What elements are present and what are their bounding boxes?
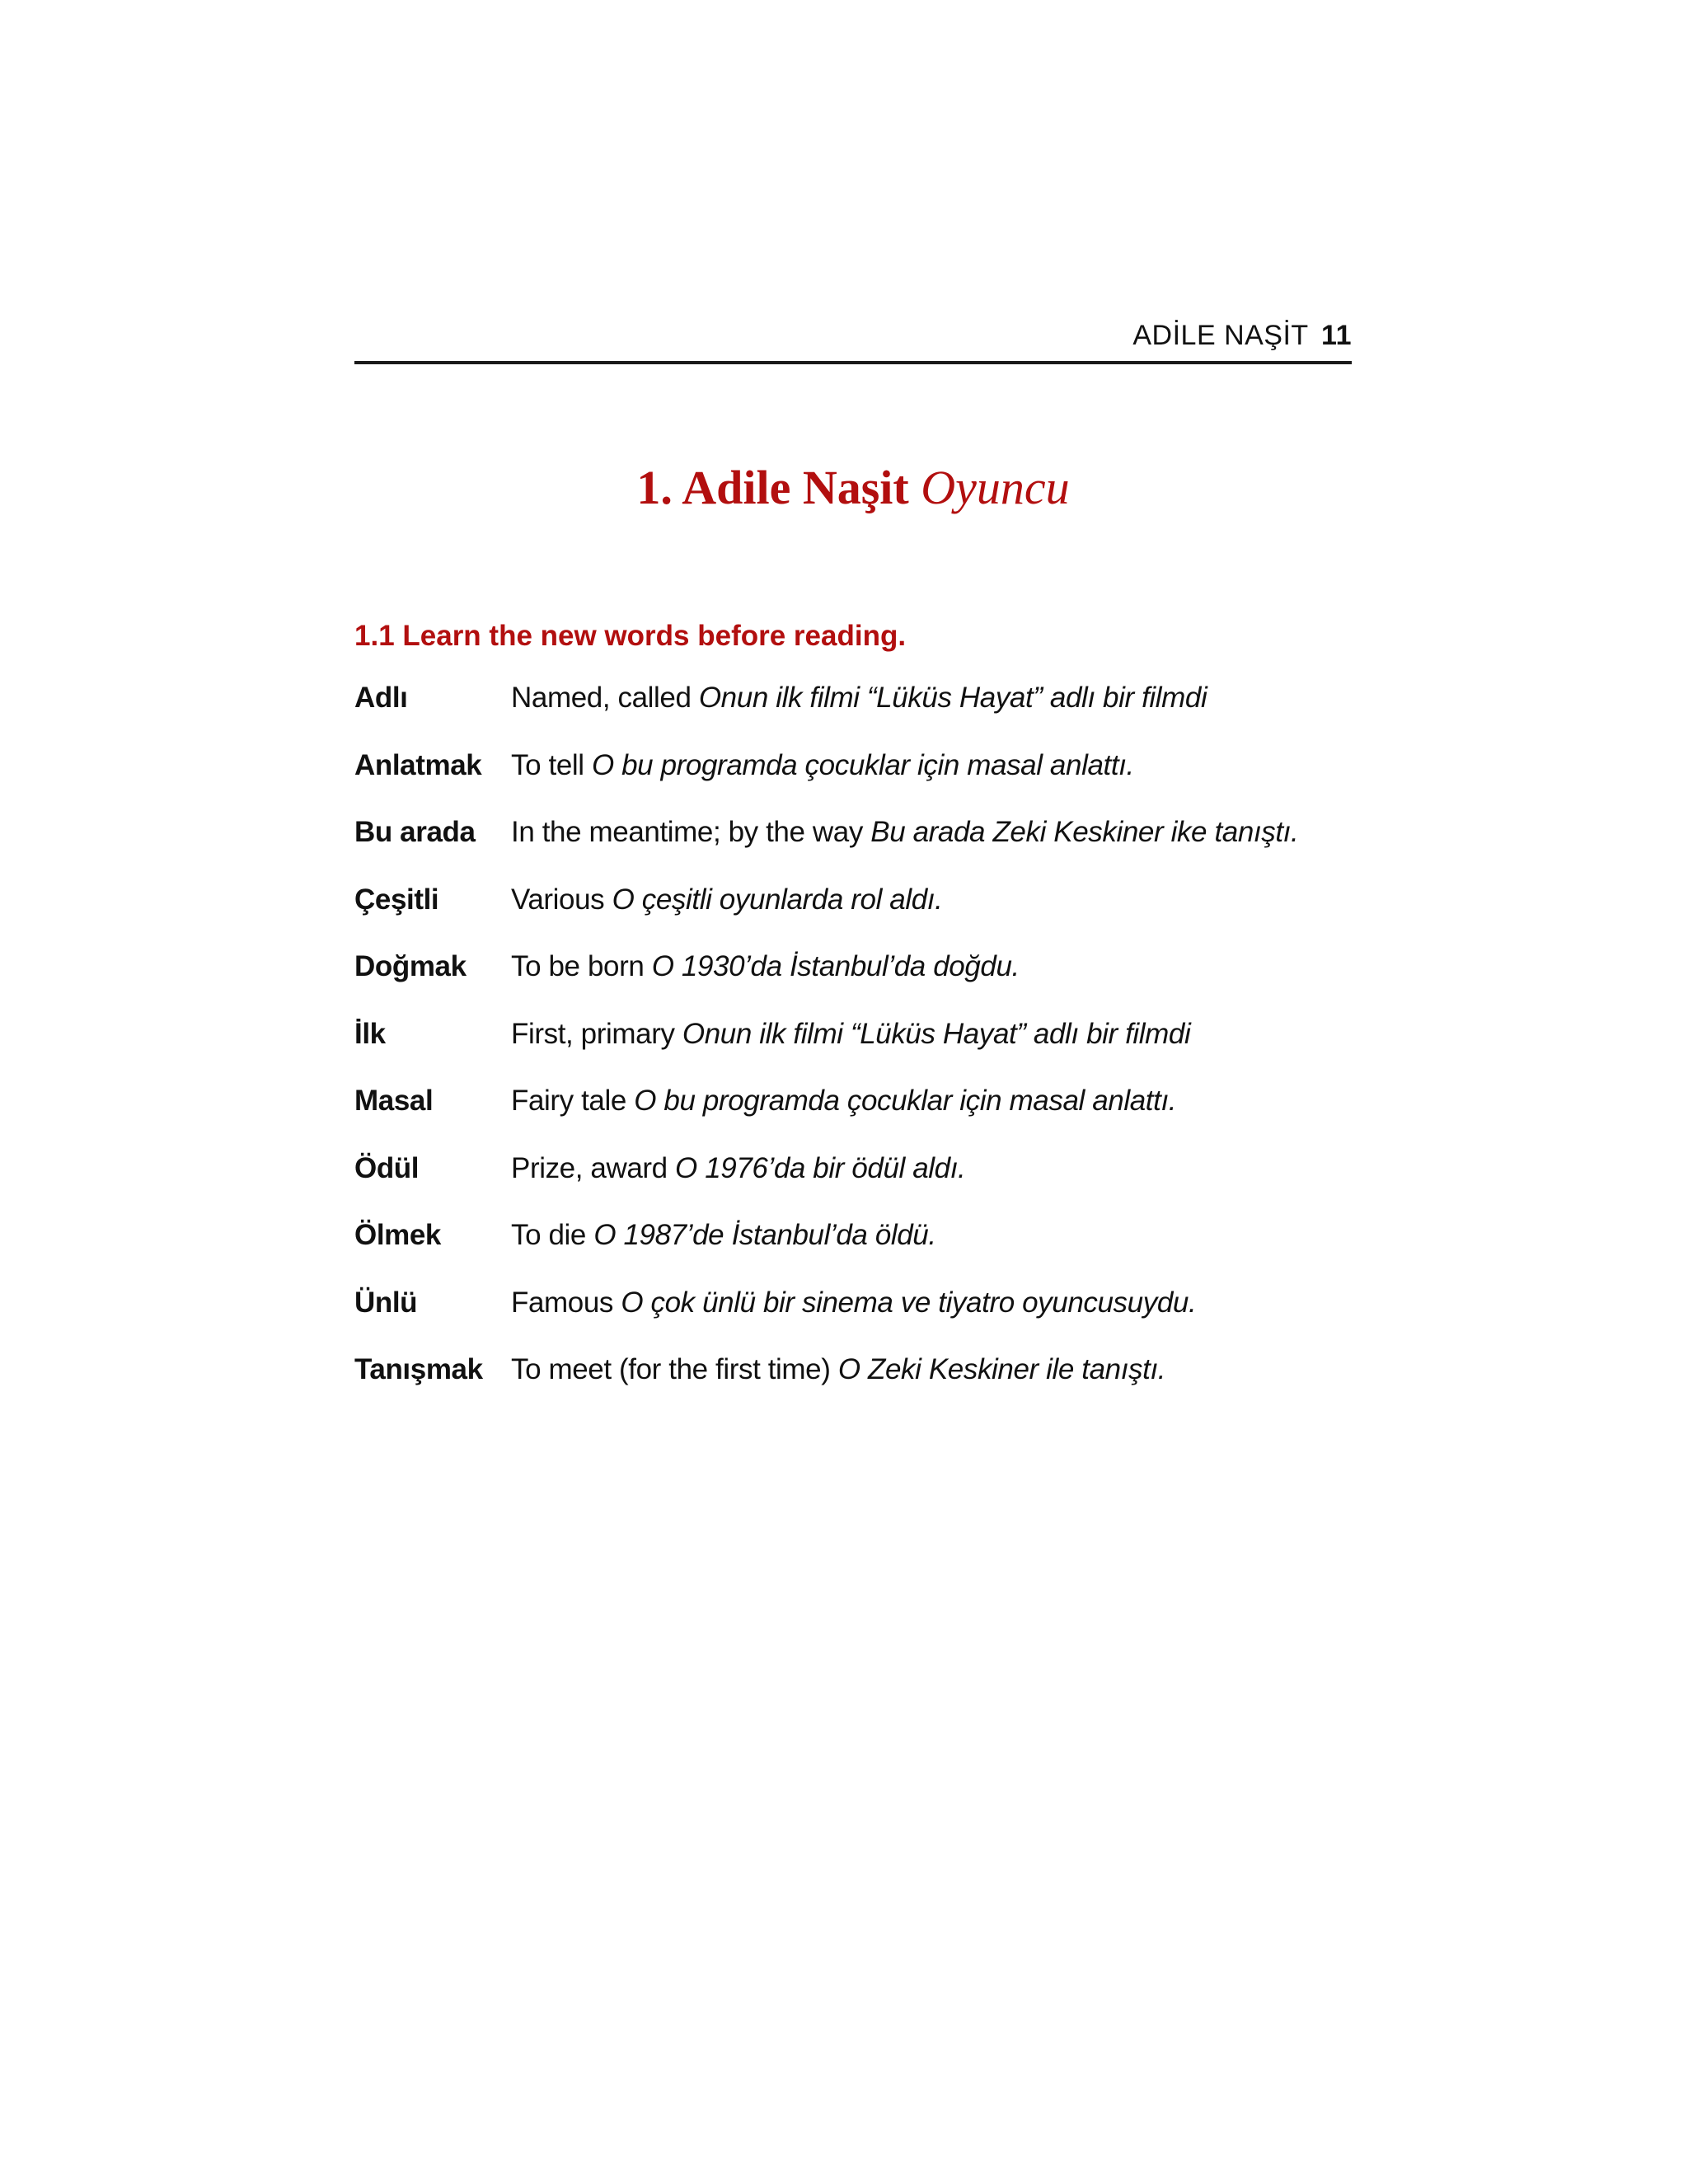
- vocab-definition: [511, 816, 1298, 849]
- definition-text: Named, called: [511, 682, 692, 714]
- vocab-row: [354, 1085, 1376, 1152]
- vocab-row: [354, 1219, 1376, 1286]
- example-sentence: Onun ilk filmi “Lüküs Hayat” adlı bir filmdi: [682, 1017, 1191, 1050]
- example-sentence: Onun ilk filmi “Lüküs Hayat” adlı bir filmdi: [698, 682, 1207, 714]
- vocab-row: [354, 1152, 1376, 1220]
- vocab-term: Ünlü: [354, 1286, 418, 1319]
- definition-text: Fairy tale: [511, 1085, 626, 1117]
- vocab-term: Anlatmak: [354, 748, 482, 781]
- vocab-row: [354, 682, 1376, 749]
- chapter-title-main: 1. Adile Naşit: [636, 461, 909, 514]
- vocab-definition: [511, 682, 1207, 715]
- running-title: ADİLE NAŞİT: [1132, 320, 1309, 351]
- vocab-term: Doğmak: [354, 950, 467, 982]
- example-sentence: O çeşitli oyunlarda rol aldı.: [612, 883, 943, 916]
- vocab-term: Tanışmak: [354, 1353, 483, 1385]
- example-sentence: O 1930’da İstanbul’da doğdu.: [651, 950, 1020, 982]
- definition-text: Prize, award: [511, 1151, 668, 1184]
- running-header: [354, 320, 1352, 352]
- definition-text: First, primary: [511, 1017, 675, 1050]
- definition-text: To meet (for the first time): [511, 1353, 831, 1385]
- chapter-title: [354, 460, 1352, 515]
- vocab-term: Adlı: [354, 682, 408, 714]
- vocab-row: [354, 950, 1376, 1018]
- example-sentence: O Zeki Keskiner ile tanıştı.: [837, 1353, 1166, 1385]
- example-sentence: O bu programda çocuklar için masal anlattı.: [591, 748, 1134, 781]
- vocabulary-list: [354, 682, 1376, 1421]
- vocab-term: Masal: [354, 1085, 434, 1117]
- vocab-row: [354, 883, 1376, 951]
- vocab-definition: [511, 1286, 1196, 1319]
- example-sentence: Bu arada Zeki Keskiner ike tanıştı.: [870, 816, 1299, 848]
- vocab-definition: [511, 1353, 1165, 1386]
- definition-text: Famous: [511, 1286, 614, 1319]
- header-rule: [354, 361, 1352, 364]
- vocab-term: İlk: [354, 1017, 386, 1050]
- vocab-row: [354, 1353, 1376, 1421]
- example-sentence: O 1987’de İstanbul’da öldü.: [593, 1219, 936, 1251]
- vocab-term: Bu arada: [354, 816, 476, 848]
- definition-text: To die: [511, 1219, 586, 1251]
- vocab-term: Çeşitli: [354, 883, 439, 916]
- vocab-term: Ölmek: [354, 1219, 441, 1251]
- vocab-definition: [511, 1219, 936, 1252]
- chapter-title-subtitle: Oyuncu: [921, 461, 1070, 514]
- definition-text: To be born: [511, 950, 645, 982]
- vocab-row: [354, 816, 1376, 883]
- example-sentence: O çok ünlü bir sinema ve tiyatro oyuncusuydu.: [621, 1286, 1197, 1319]
- example-sentence: O bu programda çocuklar için masal anlattı.: [634, 1085, 1177, 1117]
- vocab-definition: [511, 1018, 1190, 1051]
- section-heading: 1.1 Learn the new words before reading.: [354, 620, 907, 652]
- vocab-definition: [511, 883, 942, 916]
- vocab-term: Ödül: [354, 1151, 420, 1184]
- vocab-row: [354, 1018, 1376, 1085]
- vocab-row: [354, 749, 1376, 817]
- vocab-row: [354, 1286, 1376, 1354]
- definition-text: In the meantime; by the way: [511, 816, 863, 848]
- definition-text: Various: [511, 883, 605, 916]
- vocab-definition: [511, 1085, 1176, 1118]
- vocab-definition: [511, 1152, 965, 1185]
- page-number: 11: [1321, 320, 1352, 351]
- definition-text: To tell: [511, 748, 584, 781]
- vocab-definition: [511, 950, 1020, 983]
- example-sentence: O 1976’da bir ödül aldı.: [675, 1151, 966, 1184]
- vocab-definition: [511, 749, 1134, 782]
